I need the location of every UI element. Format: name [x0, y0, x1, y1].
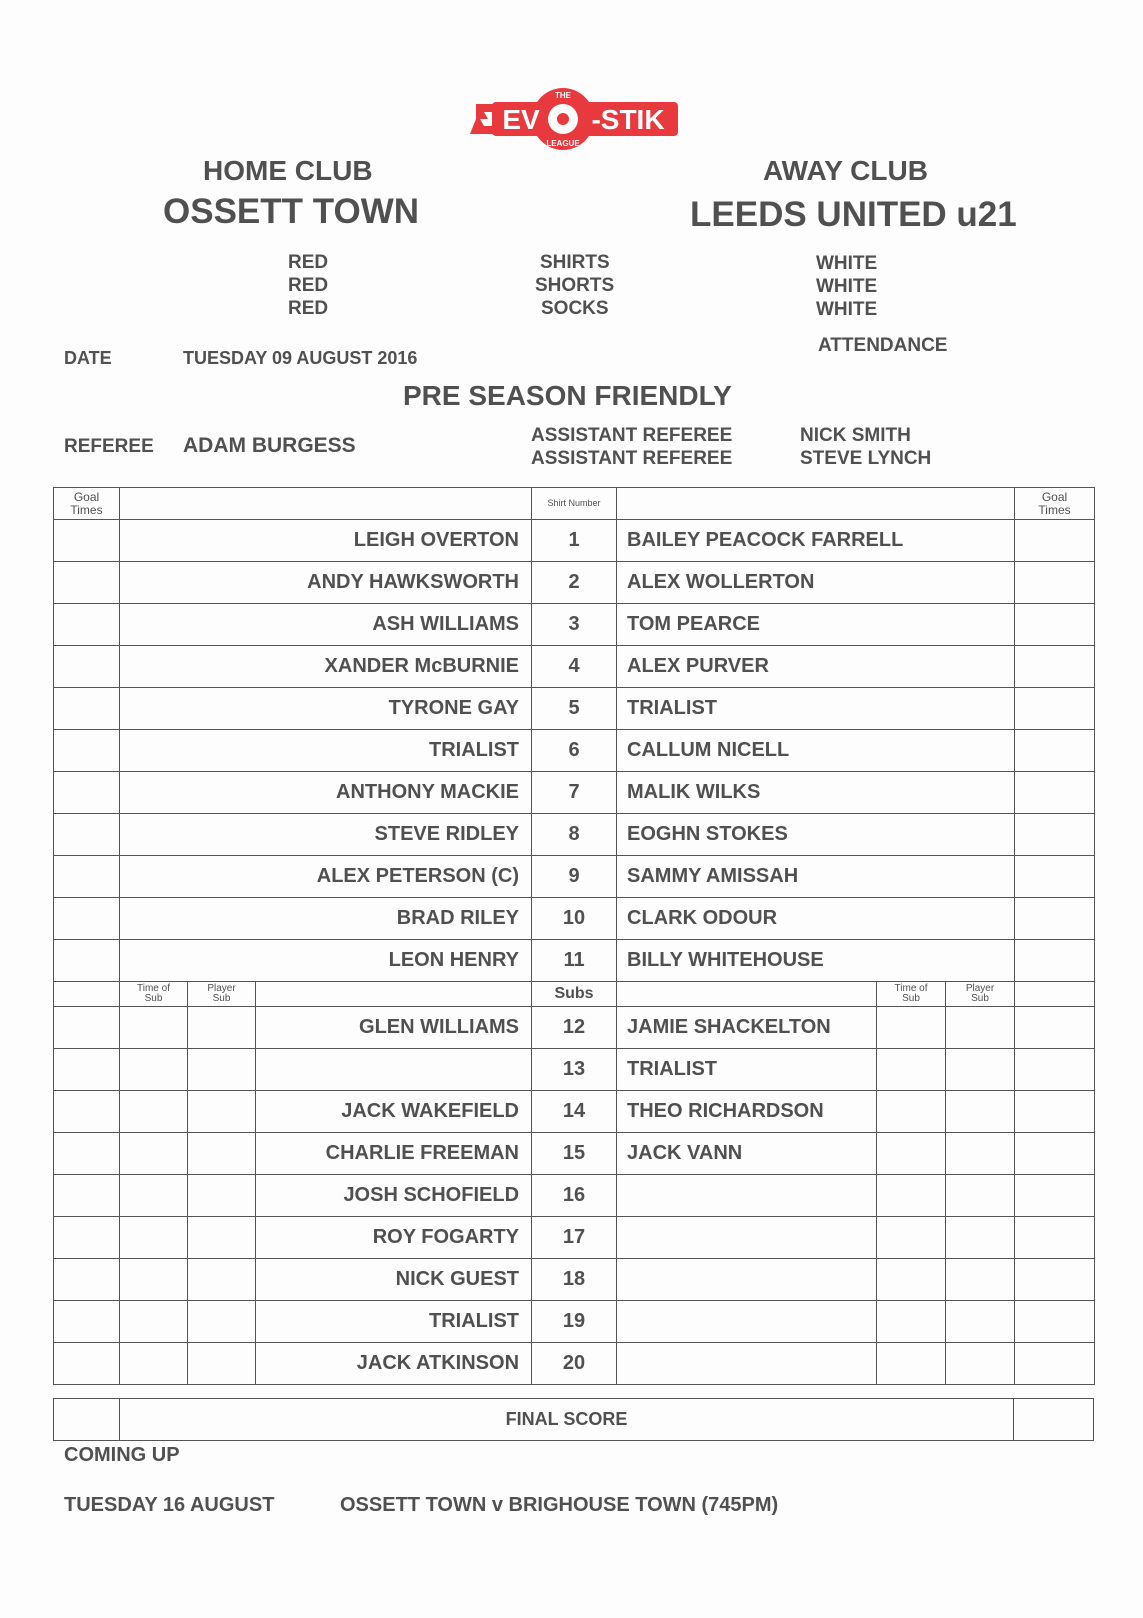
shirt-number-header: Shirt Number	[532, 488, 617, 520]
away-player-name: CLARK ODOUR	[617, 898, 1015, 940]
home-sub-name	[256, 1049, 532, 1091]
referee-name: ADAM BURGESS	[183, 434, 356, 457]
away-time-of-sub-cell	[877, 1343, 946, 1385]
home-club-name: OSSETT TOWN	[163, 192, 420, 231]
home-sub-name: JACK WAKEFIELD	[256, 1091, 532, 1133]
home-goal-time-cell	[54, 940, 120, 982]
home-goal-time-cell	[54, 1175, 120, 1217]
sub-row	[54, 1091, 1095, 1133]
away-shorts: WHITE	[816, 276, 878, 297]
shorts-label: SHORTS	[535, 275, 615, 296]
player-row	[54, 520, 1095, 562]
home-goal-time-cell	[54, 604, 120, 646]
assistant-referee-label-1: ASSISTANT REFEREE	[531, 425, 733, 446]
away-sub-name	[617, 1301, 877, 1343]
away-player-sub-cell	[946, 1007, 1015, 1049]
home-player-name: LEON HENRY	[120, 940, 532, 982]
sub-shirt-number: 17	[532, 1217, 617, 1259]
away-goal-time-cell	[1015, 940, 1095, 982]
away-subs-name-header	[617, 982, 877, 1007]
home-goal-time-cell	[54, 1133, 120, 1175]
home-sub-name: NICK GUEST	[256, 1259, 532, 1301]
away-goal-time-cell	[1015, 772, 1095, 814]
away-player-name: BILLY WHITEHOUSE	[617, 940, 1015, 982]
svg-text:THE: THE	[555, 91, 571, 100]
away-player-name: SAMMY AMISSAH	[617, 856, 1015, 898]
away-player-name: MALIK WILKS	[617, 772, 1015, 814]
player-row	[54, 814, 1095, 856]
svg-text:-STIK: -STIK	[591, 104, 665, 135]
home-player-sub-cell	[188, 1091, 256, 1133]
player-row	[54, 688, 1095, 730]
shirt-number: 4	[532, 646, 617, 688]
sub-row	[54, 1049, 1095, 1091]
final-score-label: FINAL SCORE	[120, 1399, 1014, 1441]
away-sub-name	[617, 1175, 877, 1217]
away-goal-time-cell	[1015, 856, 1095, 898]
player-row	[54, 856, 1095, 898]
home-sub-name: CHARLIE FREEMAN	[256, 1133, 532, 1175]
home-player-sub-cell	[188, 1049, 256, 1091]
home-goal-time-cell	[54, 646, 120, 688]
away-goal-time-cell	[1015, 1007, 1095, 1049]
attendance-label: ATTENDANCE	[818, 335, 948, 356]
player-row	[54, 562, 1095, 604]
home-player-name: ANTHONY MACKIE	[120, 772, 532, 814]
home-time-of-sub-cell	[120, 1259, 188, 1301]
home-goal-time-cell	[54, 520, 120, 562]
home-player-sub-cell	[188, 1259, 256, 1301]
home-player-name: ALEX PETERSON (C)	[120, 856, 532, 898]
subs-header: Subs	[532, 982, 617, 1007]
header-row	[54, 488, 1095, 520]
date-value: TUESDAY 09 AUGUST 2016	[183, 348, 418, 368]
shirts-label: SHIRTS	[540, 252, 610, 273]
shirt-number: 11	[532, 940, 617, 982]
away-shirts: WHITE	[816, 253, 878, 274]
away-goal-time-cell	[1015, 1343, 1095, 1385]
sub-shirt-number: 19	[532, 1301, 617, 1343]
home-goal-time-cell	[54, 730, 120, 772]
player-row	[54, 940, 1095, 982]
away-time-of-sub-cell	[877, 1217, 946, 1259]
player-row	[54, 772, 1095, 814]
away-goal-time-cell	[1015, 898, 1095, 940]
away-goal-time-cell	[1015, 562, 1095, 604]
away-sub-name	[617, 1217, 877, 1259]
shirt-number: 7	[532, 772, 617, 814]
home-sub-name: JOSH SCHOFIELD	[256, 1175, 532, 1217]
home-goal-time-cell	[54, 898, 120, 940]
away-sub-name: JAMIE SHACKELTON	[617, 1007, 877, 1049]
away-goal-time-cell	[1015, 1049, 1095, 1091]
away-time-of-sub-cell	[877, 1259, 946, 1301]
away-player-sub-cell	[946, 1343, 1015, 1385]
away-player-sub-cell	[946, 1175, 1015, 1217]
home-player-name: ASH WILLIAMS	[120, 604, 532, 646]
away-goal-time-cell	[1015, 520, 1095, 562]
home-goal-time-cell	[54, 1091, 120, 1133]
away-time-of-sub-cell	[877, 1301, 946, 1343]
player-row	[54, 646, 1095, 688]
away-goal-time-cell	[1015, 1259, 1095, 1301]
home-player-name: ANDY HAWKSWORTH	[120, 562, 532, 604]
home-goal-time-cell	[54, 1049, 120, 1091]
away-time-of-sub-cell	[877, 1175, 946, 1217]
home-time-of-sub-cell	[120, 1133, 188, 1175]
home-time-of-sub-cell	[120, 1007, 188, 1049]
away-player-sub-cell	[946, 1217, 1015, 1259]
home-shirts: RED	[288, 252, 329, 273]
next-fixture-date: TUESDAY 16 AUGUST	[64, 1494, 275, 1516]
home-sub-name: JACK ATKINSON	[256, 1343, 532, 1385]
away-goal-times-header: Goal Times	[1015, 488, 1095, 520]
subs-header-row	[54, 982, 1095, 1007]
home-time-of-sub-cell	[120, 1343, 188, 1385]
sub-row	[54, 1217, 1095, 1259]
home-goal-time-cell	[54, 772, 120, 814]
home-socks: RED	[288, 298, 329, 319]
sub-row	[54, 1343, 1095, 1385]
sub-shirt-number: 13	[532, 1049, 617, 1091]
away-goal-time-cell	[1015, 1301, 1095, 1343]
away-goal-times-cell	[1015, 982, 1095, 1007]
home-sub-name: GLEN WILLIAMS	[256, 1007, 532, 1049]
home-goal-time-cell	[54, 1259, 120, 1301]
away-sub-name	[617, 1343, 877, 1385]
sub-row	[54, 1133, 1095, 1175]
sub-shirt-number: 16	[532, 1175, 617, 1217]
away-goal-time-cell	[1015, 1175, 1095, 1217]
home-name-header	[120, 488, 532, 520]
sub-row	[54, 1175, 1095, 1217]
home-goal-time-cell	[54, 814, 120, 856]
away-player-name: CALLUM NICELL	[617, 730, 1015, 772]
sub-row	[54, 1301, 1095, 1343]
away-name-header	[617, 488, 1015, 520]
away-time-of-sub-cell	[877, 1007, 946, 1049]
home-club-label: HOME CLUB	[203, 155, 373, 186]
home-player-sub-cell	[188, 1217, 256, 1259]
team-sheet-table	[53, 487, 1095, 1385]
home-player-name: LEIGH OVERTON	[120, 520, 532, 562]
evo-stik-logo	[462, 86, 686, 152]
sub-shirt-number: 12	[532, 1007, 617, 1049]
home-player-name: STEVE RIDLEY	[120, 814, 532, 856]
away-time-of-sub-cell	[877, 1133, 946, 1175]
home-shorts: RED	[288, 275, 329, 296]
shirt-number: 10	[532, 898, 617, 940]
home-player-sub-cell	[188, 1007, 256, 1049]
away-time-of-sub-cell	[877, 1091, 946, 1133]
shirt-number: 3	[532, 604, 617, 646]
assistant-referee-label-2: ASSISTANT REFEREE	[531, 448, 733, 469]
home-player-sub-cell	[188, 1301, 256, 1343]
away-goal-time-cell	[1015, 814, 1095, 856]
home-goal-time-cell	[54, 856, 120, 898]
player-row	[54, 898, 1095, 940]
away-goal-time-cell	[1015, 1091, 1095, 1133]
home-time-of-sub-cell	[120, 1175, 188, 1217]
home-time-of-sub-header: Time of Sub	[120, 982, 188, 1007]
shirt-number: 6	[532, 730, 617, 772]
assistant-referee-2: STEVE LYNCH	[800, 448, 932, 469]
player-row	[54, 604, 1095, 646]
away-socks: WHITE	[816, 299, 878, 320]
away-sub-name: JACK VANN	[617, 1133, 877, 1175]
away-club-label: AWAY CLUB	[763, 155, 928, 186]
player-row	[54, 730, 1095, 772]
away-player-name: TOM PEARCE	[617, 604, 1015, 646]
away-sub-name	[617, 1259, 877, 1301]
away-player-name: EOGHN STOKES	[617, 814, 1015, 856]
away-goal-time-cell	[1015, 730, 1095, 772]
away-player-sub-header: Player Sub	[946, 982, 1015, 1007]
home-player-sub-cell	[188, 1133, 256, 1175]
away-player-sub-cell	[946, 1133, 1015, 1175]
shirt-number: 5	[532, 688, 617, 730]
away-player-sub-cell	[946, 1301, 1015, 1343]
home-goal-time-cell	[54, 1343, 120, 1385]
home-final-score-cell	[54, 1399, 120, 1441]
away-sub-name: THEO RICHARDSON	[617, 1091, 877, 1133]
away-player-name: TRIALIST	[617, 688, 1015, 730]
home-player-sub-cell	[188, 1343, 256, 1385]
away-goal-time-cell	[1015, 646, 1095, 688]
shirt-number: 9	[532, 856, 617, 898]
referee-label: REFEREE	[64, 436, 154, 457]
sub-shirt-number: 18	[532, 1259, 617, 1301]
home-player-name: TYRONE GAY	[120, 688, 532, 730]
home-goal-time-cell	[54, 1007, 120, 1049]
match-type: PRE SEASON FRIENDLY	[403, 380, 732, 411]
home-goal-times-header: Goal Times	[54, 488, 120, 520]
svg-text:EV: EV	[502, 104, 540, 135]
socks-label: SOCKS	[541, 298, 609, 319]
assistant-referee-1: NICK SMITH	[800, 425, 911, 446]
home-player-name: BRAD RILEY	[120, 898, 532, 940]
home-player-sub-cell	[188, 1175, 256, 1217]
shirt-number: 2	[532, 562, 617, 604]
away-goal-time-cell	[1015, 1133, 1095, 1175]
away-player-name: BAILEY PEACOCK FARRELL	[617, 520, 1015, 562]
final-score-table	[53, 1398, 1094, 1441]
svg-text:LEAGUE: LEAGUE	[546, 139, 580, 148]
date-label: DATE	[64, 348, 112, 368]
away-time-of-sub-header: Time of Sub	[877, 982, 946, 1007]
away-goal-time-cell	[1015, 1217, 1095, 1259]
away-player-name: ALEX PURVER	[617, 646, 1015, 688]
home-sub-name: TRIALIST	[256, 1301, 532, 1343]
home-player-name: TRIALIST	[120, 730, 532, 772]
home-player-name: XANDER McBURNIE	[120, 646, 532, 688]
home-goal-time-cell	[54, 1217, 120, 1259]
next-fixture: OSSETT TOWN v BRIGHOUSE TOWN (745PM)	[340, 1494, 779, 1516]
home-goal-time-cell	[54, 1301, 120, 1343]
sub-shirt-number: 14	[532, 1091, 617, 1133]
away-player-name: ALEX WOLLERTON	[617, 562, 1015, 604]
coming-up-label: COMING UP	[64, 1444, 180, 1466]
away-time-of-sub-cell	[877, 1049, 946, 1091]
sub-shirt-number: 15	[532, 1133, 617, 1175]
home-time-of-sub-cell	[120, 1091, 188, 1133]
away-club-name: LEEDS UNITED u21	[690, 195, 1017, 234]
home-goal-times-cell	[54, 982, 120, 1007]
home-subs-name-header	[256, 982, 532, 1007]
away-goal-time-cell	[1015, 688, 1095, 730]
away-player-sub-cell	[946, 1091, 1015, 1133]
home-goal-time-cell	[54, 562, 120, 604]
home-sub-name: ROY FOGARTY	[256, 1217, 532, 1259]
home-time-of-sub-cell	[120, 1049, 188, 1091]
sub-shirt-number: 20	[532, 1343, 617, 1385]
sub-row	[54, 1259, 1095, 1301]
away-player-sub-cell	[946, 1049, 1015, 1091]
away-sub-name: TRIALIST	[617, 1049, 877, 1091]
away-player-sub-cell	[946, 1259, 1015, 1301]
home-time-of-sub-cell	[120, 1217, 188, 1259]
home-goal-time-cell	[54, 688, 120, 730]
home-time-of-sub-cell	[120, 1301, 188, 1343]
shirt-number: 8	[532, 814, 617, 856]
away-goal-time-cell	[1015, 604, 1095, 646]
home-player-sub-header: Player Sub	[188, 982, 256, 1007]
shirt-number: 1	[532, 520, 617, 562]
away-final-score-cell	[1014, 1399, 1094, 1441]
sub-row	[54, 1007, 1095, 1049]
